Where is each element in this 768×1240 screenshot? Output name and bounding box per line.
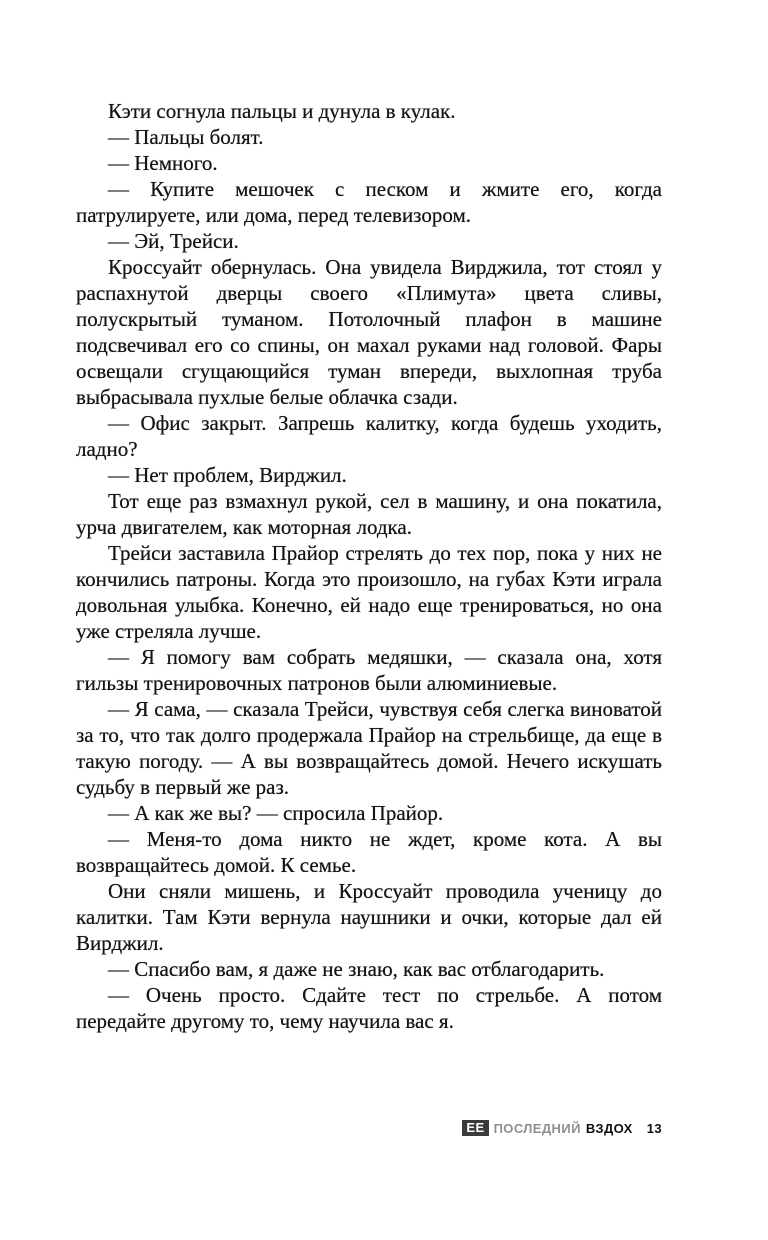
footer-book-title: ВЗДОХ (585, 1120, 633, 1136)
paragraph: — Я помогу вам собрать медяшки, — сказала она, хотя гильзы тренировочных патронов были алюминиевые. (76, 645, 662, 695)
paragraph: — Эй, Трейси. (108, 229, 239, 253)
paragraph: — Офис закрыт. Запрешь калитку, когда будешь уходить, ладно? (76, 411, 662, 461)
footer-series-text: ПОСЛЕДНИЙ (493, 1120, 581, 1136)
paragraph: — Пальцы болят. (108, 125, 264, 149)
paragraph: Трейси заставила Прайор стрелять до тех пор, пока у них не кончились патроны. Когда это произошло, на губах Кэти играла довольная улыбка. Конечно, ей надо еще тренироваться, но она уже стреляла лучше. (76, 541, 662, 643)
footer-series-badge: ЕЕ (462, 1120, 488, 1136)
paragraph: Кроссуайт обернулась. Она увидела Вирджила, тот стоял у распахнутой дверцы своего «Плимута» цвета сливы, полускрытый туманом. Потолочный плафон в машине подсвечивал его со спины, он махал руками над головой. Фары освещали сгущающийся туман впереди, выхлопная труба выбрасывала пухлые белые облачка сзади. (76, 255, 662, 409)
paragraph: — Нет проблем, Вирджил. (108, 463, 347, 487)
paragraph: — Я сама, — сказала Трейси, чувствуя себя слегка виноватой за то, что так долго продержала Прайор на стрельбище, да еще в такую погоду. — А вы возвращайтесь домой. Нечего искушать судьбу в первый же раз. (76, 697, 662, 799)
paragraph: Кэти согнула пальцы и дунула в кулак. (108, 99, 456, 123)
page-number: 13 (646, 1120, 662, 1136)
running-footer (462, 1120, 662, 1136)
paragraph: — А как же вы? — спросила Прайор. (108, 801, 444, 825)
page-text-block (76, 98, 662, 1034)
paragraph: — Спасибо вам, я даже не знаю, как вас отблагодарить. (108, 957, 605, 981)
paragraph: — Меня-то дома никто не ждет, кроме кота. А вы возвращайтесь домой. К семье. (76, 827, 662, 877)
paragraph: — Купите мешочек с песком и жмите его, когда патрулируете, или дома, перед телевизором. (76, 177, 662, 227)
paragraph: Тот еще раз взмахнул рукой, сел в машину, и она покатила, урча двигателем, как моторная лодка. (76, 489, 662, 539)
paragraph: — Немного. (108, 151, 218, 175)
paragraph: Они сняли мишень, и Кроссуайт проводила ученицу до калитки. Там Кэти вернула наушники и очки, которые дал ей Вирджил. (76, 879, 662, 955)
paragraph: — Очень просто. Сдайте тест по стрельбе. А потом передайте другому то, чему научила вас я. (76, 983, 662, 1033)
